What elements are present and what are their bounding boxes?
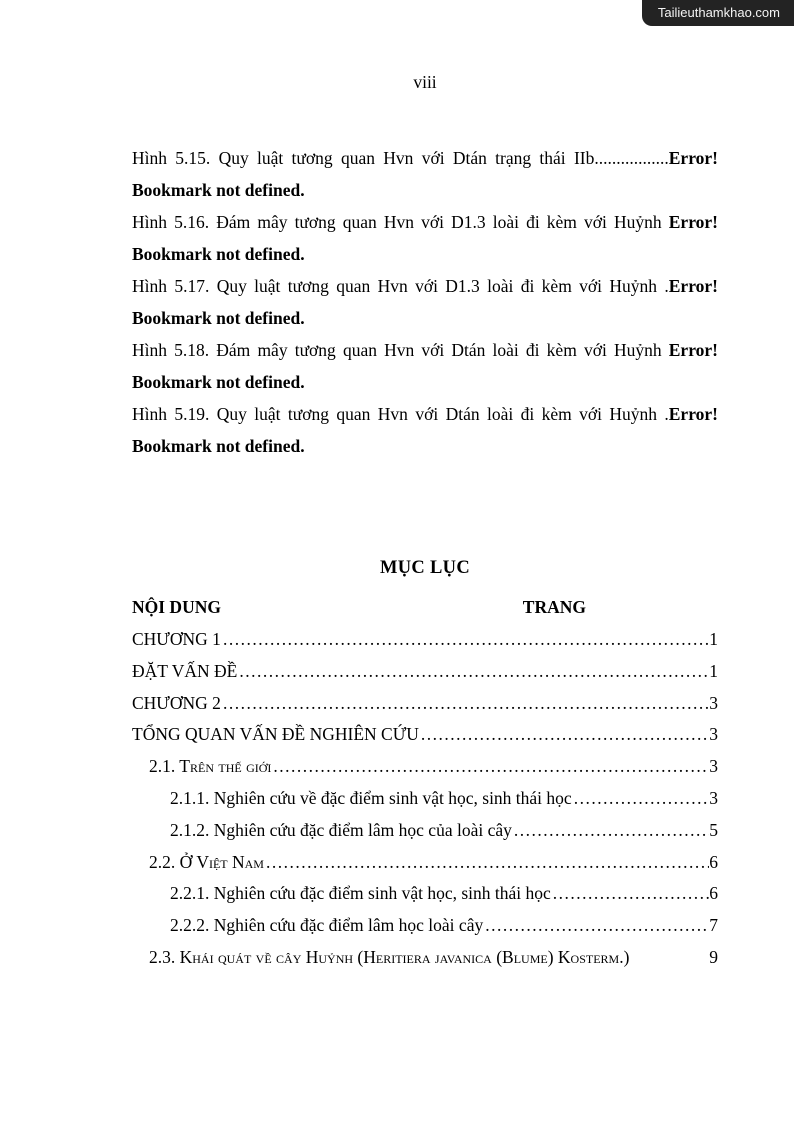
toc-dot-leader [483, 910, 709, 942]
toc-dot-leader [271, 751, 709, 783]
toc-dot-leader [264, 847, 709, 879]
toc-entry-page: 3 [709, 724, 718, 745]
figure-error-text: Error! Bookmark not defined. [132, 212, 718, 264]
toc-entry-page: 6 [709, 883, 718, 904]
toc-entry [132, 878, 718, 910]
toc-header [132, 592, 718, 622]
toc-entry-label: 2.1.1. Nghiên cứu về đặc điểm sinh vật học, sinh thái học [170, 787, 572, 808]
toc-entry-page: 3 [709, 787, 718, 808]
figure-entry [132, 398, 718, 462]
figure-entry [132, 206, 718, 270]
toc-entry [132, 815, 718, 847]
figure-entry [132, 270, 718, 334]
figure-error-text: Error! Bookmark not defined. [132, 148, 718, 200]
toc-entry-label: ĐẶT VẤN ĐỀ [132, 660, 238, 681]
toc-entry-page: 3 [709, 756, 718, 777]
toc-entry [132, 847, 718, 879]
toc-entry-label: TỔNG QUAN VẤN ĐỀ NGHIÊN CỨU [132, 724, 419, 745]
toc-title: MỤC LỤC [380, 558, 470, 578]
figure-entry [132, 334, 718, 398]
toc-entries [132, 624, 718, 974]
figure-caption: Hình 5.16. Đám mây tương quan Hvn với D1.3 loài đi kèm với Huỷnh [132, 212, 669, 232]
toc-entry-label: 2.3. Khái quát về cây Huỷnh (Heritiera javanica (Blume) Kosterm.) [149, 946, 630, 967]
toc-entry-label: 2.1. Trên thế giới [149, 756, 272, 777]
figure-list [132, 142, 718, 462]
watermark-badge: Tailieuthamkhao.com [642, 0, 794, 26]
figure-caption: Hình 5.15. Quy luật tương quan Hvn với Dtán trạng thái IIb................. [132, 148, 669, 168]
figure-error-text: Error! Bookmark not defined. [132, 404, 718, 456]
toc-entry-page: 1 [709, 660, 718, 681]
toc-header-content: NỘI DUNG [132, 597, 221, 617]
figure-caption: Hình 5.17. Quy luật tương quan Hvn với D1.3 loài đi kèm với Huỷnh . [132, 276, 669, 296]
figure-caption: Hình 5.19. Quy luật tương quan Hvn với Dtán loài đi kèm với Huỷnh . [132, 404, 669, 424]
toc-entry-label: 2.1.2. Nghiên cứu đặc điểm lâm học của loài cây [170, 819, 512, 840]
page-number: viii [413, 72, 437, 92]
toc-entry [132, 624, 718, 656]
toc-entry-label: CHƯƠNG 1 [132, 629, 221, 649]
toc-dot-leader [572, 783, 710, 815]
toc-entry-label: CHƯƠNG 2 [132, 692, 221, 713]
toc-dot-leader [512, 815, 709, 847]
toc-dot-leader [237, 656, 709, 688]
figure-caption: Hình 5.18. Đám mây tương quan Hvn với Dtán loài đi kèm với Huỷnh [132, 340, 669, 360]
toc-entry-page: 6 [709, 851, 718, 872]
toc-entry-label: 2.2.1. Nghiên cứu đặc điểm sinh vật học, sinh thái học [170, 883, 551, 904]
toc-entry [132, 751, 718, 783]
toc-entry [132, 942, 718, 974]
toc-entry [132, 783, 718, 815]
toc-dot-leader [221, 688, 709, 720]
toc-entry-page: 7 [709, 915, 718, 936]
toc-entry-page: 9 [709, 946, 718, 967]
toc-entry [132, 719, 718, 751]
toc-dot-leader [551, 878, 709, 910]
figure-error-text: Error! Bookmark not defined. [132, 276, 718, 328]
toc-header-page: TRANG [522, 597, 586, 617]
figure-error-text: Error! Bookmark not defined. [132, 340, 718, 392]
toc-dot-leader [221, 624, 709, 656]
toc-entry-page: 5 [709, 819, 718, 840]
toc-entry-label: 2.2.2. Nghiên cứu đặc điểm lâm học loài cây [170, 915, 484, 936]
toc-dot-leader [419, 719, 709, 751]
figure-entry [132, 142, 718, 206]
toc-entry-page: 1 [709, 629, 718, 649]
toc-entry [132, 910, 718, 942]
toc-entry [132, 656, 718, 688]
toc-entry-page: 3 [709, 692, 718, 713]
toc-entry [132, 688, 718, 720]
toc-entry-label: 2.2. Ở Việt Nam [149, 851, 264, 872]
